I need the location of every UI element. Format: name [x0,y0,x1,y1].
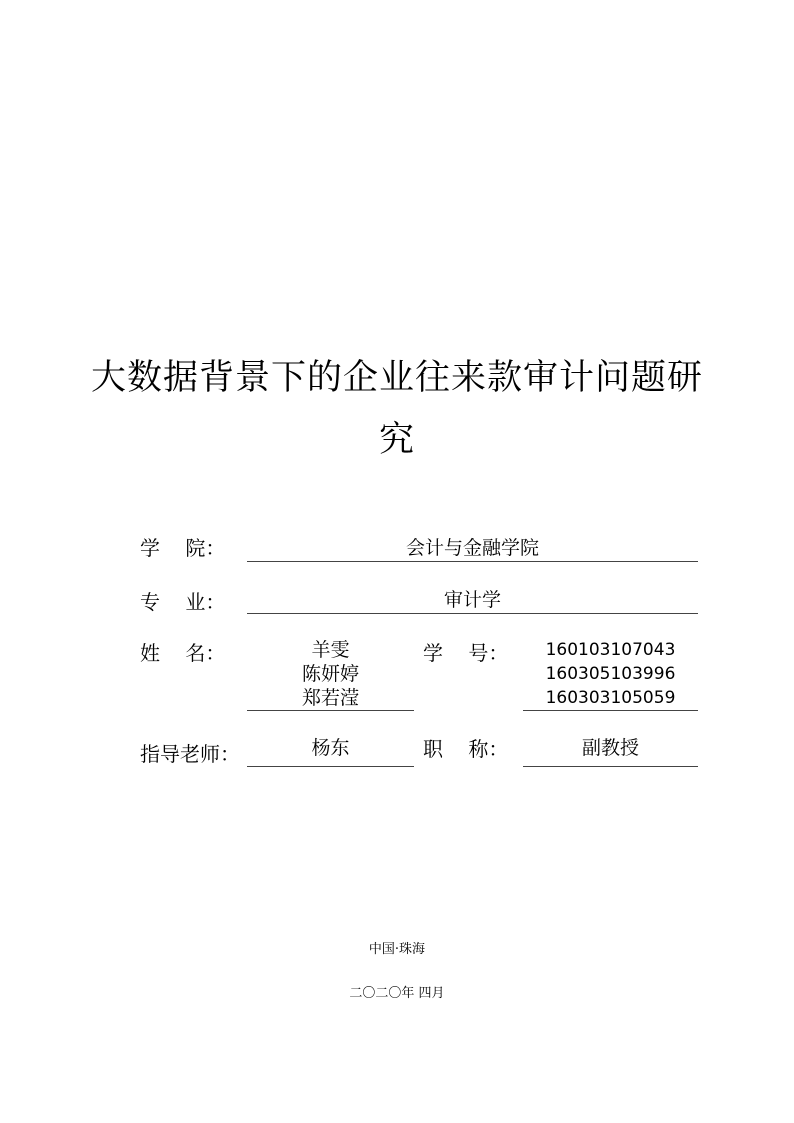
advisor-value: 杨东 [311,737,350,759]
student-id-value-1: 160103107043 [545,640,676,660]
name-value-2: 陈妍婷 [301,663,359,685]
student-id-value-2: 160305103996 [545,664,676,684]
name-label: 姓 名： [140,641,226,665]
college-field [247,536,698,562]
advisor-label: 指导老师： [140,742,240,766]
rank-label: 职 称： [423,737,509,761]
major-field [247,588,698,614]
name-field [247,638,414,711]
major-value: 审计学 [443,589,501,611]
major-label: 专 业： [140,590,226,614]
thesis-title-line-1: 大数据背景下的企业往来款审计问题研 [90,358,703,398]
college-value: 会计与金融学院 [405,537,539,559]
student-id-label: 学 号： [423,641,509,665]
thesis-title-line-2: 究 [378,420,415,460]
name-value-1: 羊雯 [311,639,350,661]
rank-value: 副教授 [581,737,639,759]
name-value-3: 郑若滢 [301,687,359,709]
footer-date: 二〇二〇年 四月 [349,986,445,1001]
college-label: 学 院： [140,536,226,560]
student-id-value-3: 160303105059 [545,688,676,708]
footer-location: 中国·珠海 [368,942,426,957]
student-id-field [523,638,698,711]
advisor-field [247,736,414,767]
rank-field [523,736,698,767]
